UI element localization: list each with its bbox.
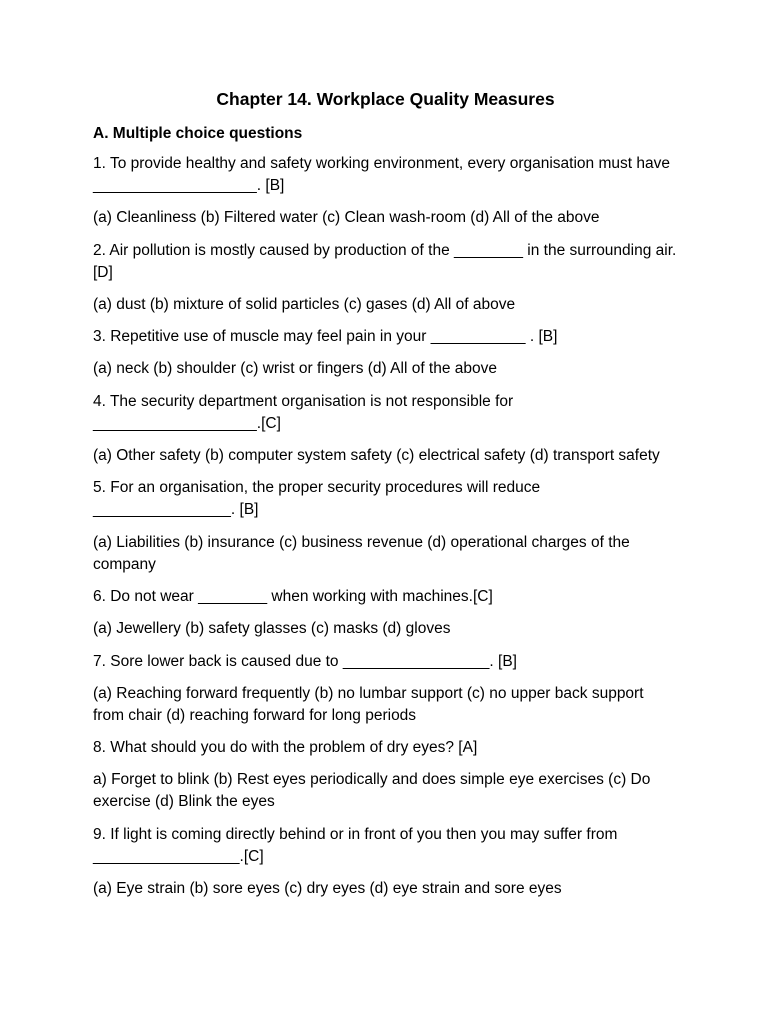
section-heading: A. Multiple choice questions: [93, 125, 303, 142]
question-5-options: (a) Liabilities (b) insurance (c) business revenue (d) operational charges of the company: [93, 533, 630, 573]
chapter-title: Chapter 14. Workplace Quality Measures: [216, 89, 555, 109]
question-8-text: 8. What should you do with the problem of dry eyes? [A]: [93, 739, 478, 757]
question-2-options: (a) dust (b) mixture of solid particles (c) gases (d) All of above: [93, 295, 516, 313]
question-9-options: (a) Eye strain (b) sore eyes (c) dry eyes (d) eye strain and sore eyes: [93, 880, 562, 898]
question-3-text: 3. Repetitive use of muscle may feel pain in your ___________ . [B]: [93, 328, 558, 346]
question-1-options: (a) Cleanliness (b) Filtered water (c) Clean wash-room (d) All of the above: [93, 209, 600, 227]
question-2-text: 2. Air pollution is mostly caused by production of the ________ in the surrounding air. [D]: [93, 241, 677, 281]
question-list: [93, 153, 678, 900]
question-4-text: 4. The security department organisation is not responsible for ___________________.[C]: [93, 392, 514, 432]
document-page: [93, 86, 678, 910]
question-5-text: 5. For an organisation, the proper security procedures will reduce ________________. [B]: [93, 479, 541, 519]
question-7-options: (a) Reaching forward frequently (b) no lumbar support (c) no upper back support from chair (d) reaching forward for long periods: [93, 684, 644, 724]
question-8-options: a) Forget to blink (b) Rest eyes periodically and does simple eye exercises (c) Do exercise (d) Blink the eyes: [93, 771, 651, 811]
question-7-text: 7. Sore lower back is caused due to _________________. [B]: [93, 652, 517, 670]
question-9-text: 9. If light is coming directly behind or in front of you then you may suffer from _________________.[C]: [93, 825, 618, 865]
question-3-options: (a) neck (b) shoulder (c) wrist or fingers (d) All of the above: [93, 360, 498, 378]
question-4-options: (a) Other safety (b) computer system safety (c) electrical safety (d) transport safety: [93, 447, 660, 465]
question-1-text: 1. To provide healthy and safety working environment, every organisation must have ___________________. [B]: [93, 155, 670, 194]
question-6-options: (a) Jewellery (b) safety glasses (c) masks (d) gloves: [93, 620, 451, 638]
question-6-text: 6. Do not wear ________ when working with machines.[C]: [93, 587, 493, 605]
